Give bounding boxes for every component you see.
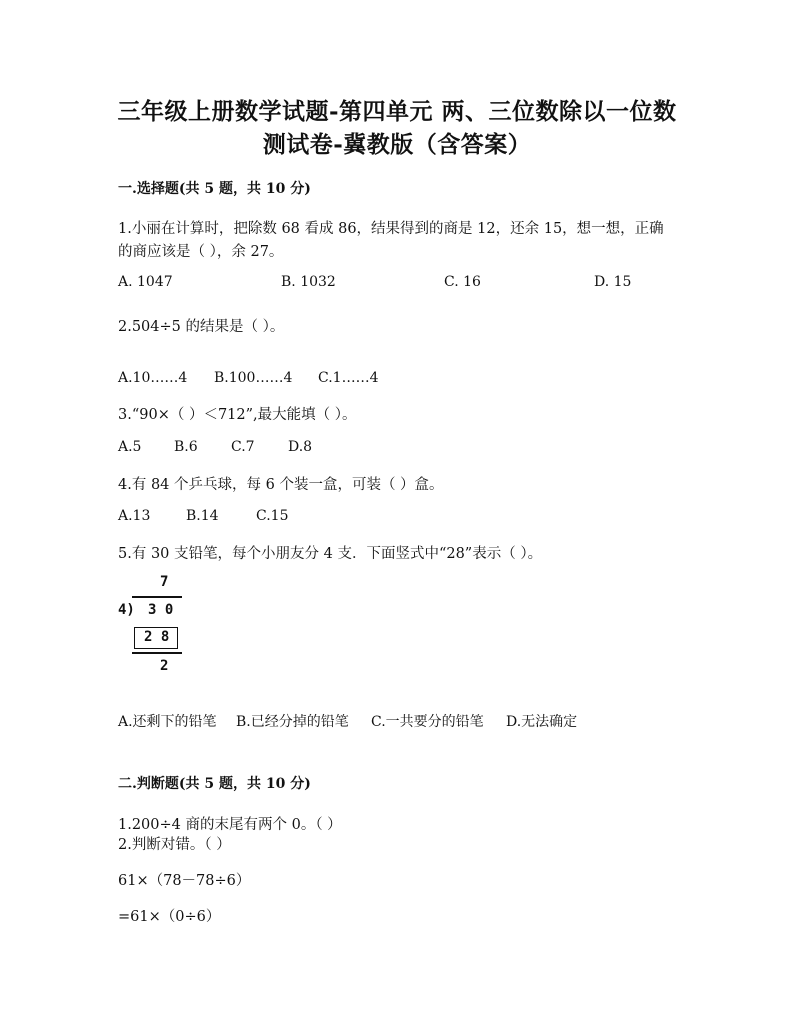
q5-option-b: B.已经分掉的铅笔 — [236, 714, 349, 730]
division-bracket-top — [132, 596, 182, 598]
q3-option-d: D.8 — [288, 439, 313, 455]
page-title-line2: 测试卷-冀教版（含答案） — [262, 131, 532, 158]
division-dividend: 3 0 — [148, 602, 174, 618]
q1-option-c: C. 16 — [444, 274, 481, 290]
division-remainder: 2 — [160, 658, 169, 674]
q1-option-b: B. 1032 — [281, 274, 336, 290]
q1-text-line2: 的商应该是（ ），余 27。 — [118, 244, 284, 260]
q4-option-a: A.13 — [118, 508, 151, 524]
q5-option-d: D.无法确定 — [506, 714, 578, 730]
q4-option-b: B.14 — [186, 508, 219, 524]
section1-heading: 一.选择题(共 5 题，共 10 分) — [118, 181, 311, 197]
s2-q1-text: 1.200÷4 商的末尾有两个 0。（ ） — [118, 817, 342, 833]
s2-q2-text: 2.判断对错。（ ） — [118, 837, 231, 853]
q4-text: 4.有 84 个乒乓球，每 6 个装一盒，可装（ ）盒。 — [118, 477, 444, 493]
section2-heading: 二.判断题(共 5 题，共 10 分) — [118, 776, 311, 792]
division-product: 2 8 — [144, 629, 170, 645]
q3-option-a: A.5 — [118, 439, 142, 455]
q3-text: 3.“90×（ ）＜712”,最大能填（ ）。 — [118, 407, 357, 423]
q1-option-d: D. 15 — [594, 274, 632, 290]
s2-q2-expr2: =61×（0÷6） — [118, 909, 221, 925]
q2-option-b: B.100……4 — [214, 370, 293, 386]
page-title-line1: 三年级上册数学试题-第四单元 两、三位数除以一位数 — [117, 98, 677, 125]
q4-option-c: C.15 — [256, 508, 289, 524]
q3-option-b: B.6 — [174, 439, 198, 455]
q1-text-line1: 1.小丽在计算时，把除数 68 看成 86，结果得到的商是 12，还余 15，想一想，正确 — [118, 221, 664, 237]
division-subtract-line — [132, 652, 182, 654]
q2-option-a: A.10……4 — [118, 370, 188, 386]
long-division-figure — [110, 572, 200, 682]
q5-text: 5.有 30 支铅笔，每个小朋友分 4 支．下面竖式中“28”表示（ ）。 — [118, 546, 543, 562]
q2-text: 2.504÷5 的结果是（ ）。 — [118, 319, 285, 335]
q5-option-a: A.还剩下的铅笔 — [118, 714, 217, 730]
division-quotient: 7 — [160, 574, 169, 590]
division-divisor: 4) — [118, 602, 135, 618]
q3-option-c: C.7 — [231, 439, 255, 455]
q1-option-a: A. 1047 — [118, 274, 173, 290]
s2-q2-expr1: 61×（78－78÷6） — [118, 873, 251, 889]
q2-option-c: C.1……4 — [318, 370, 379, 386]
q5-option-c: C.一共要分的铅笔 — [371, 714, 484, 730]
